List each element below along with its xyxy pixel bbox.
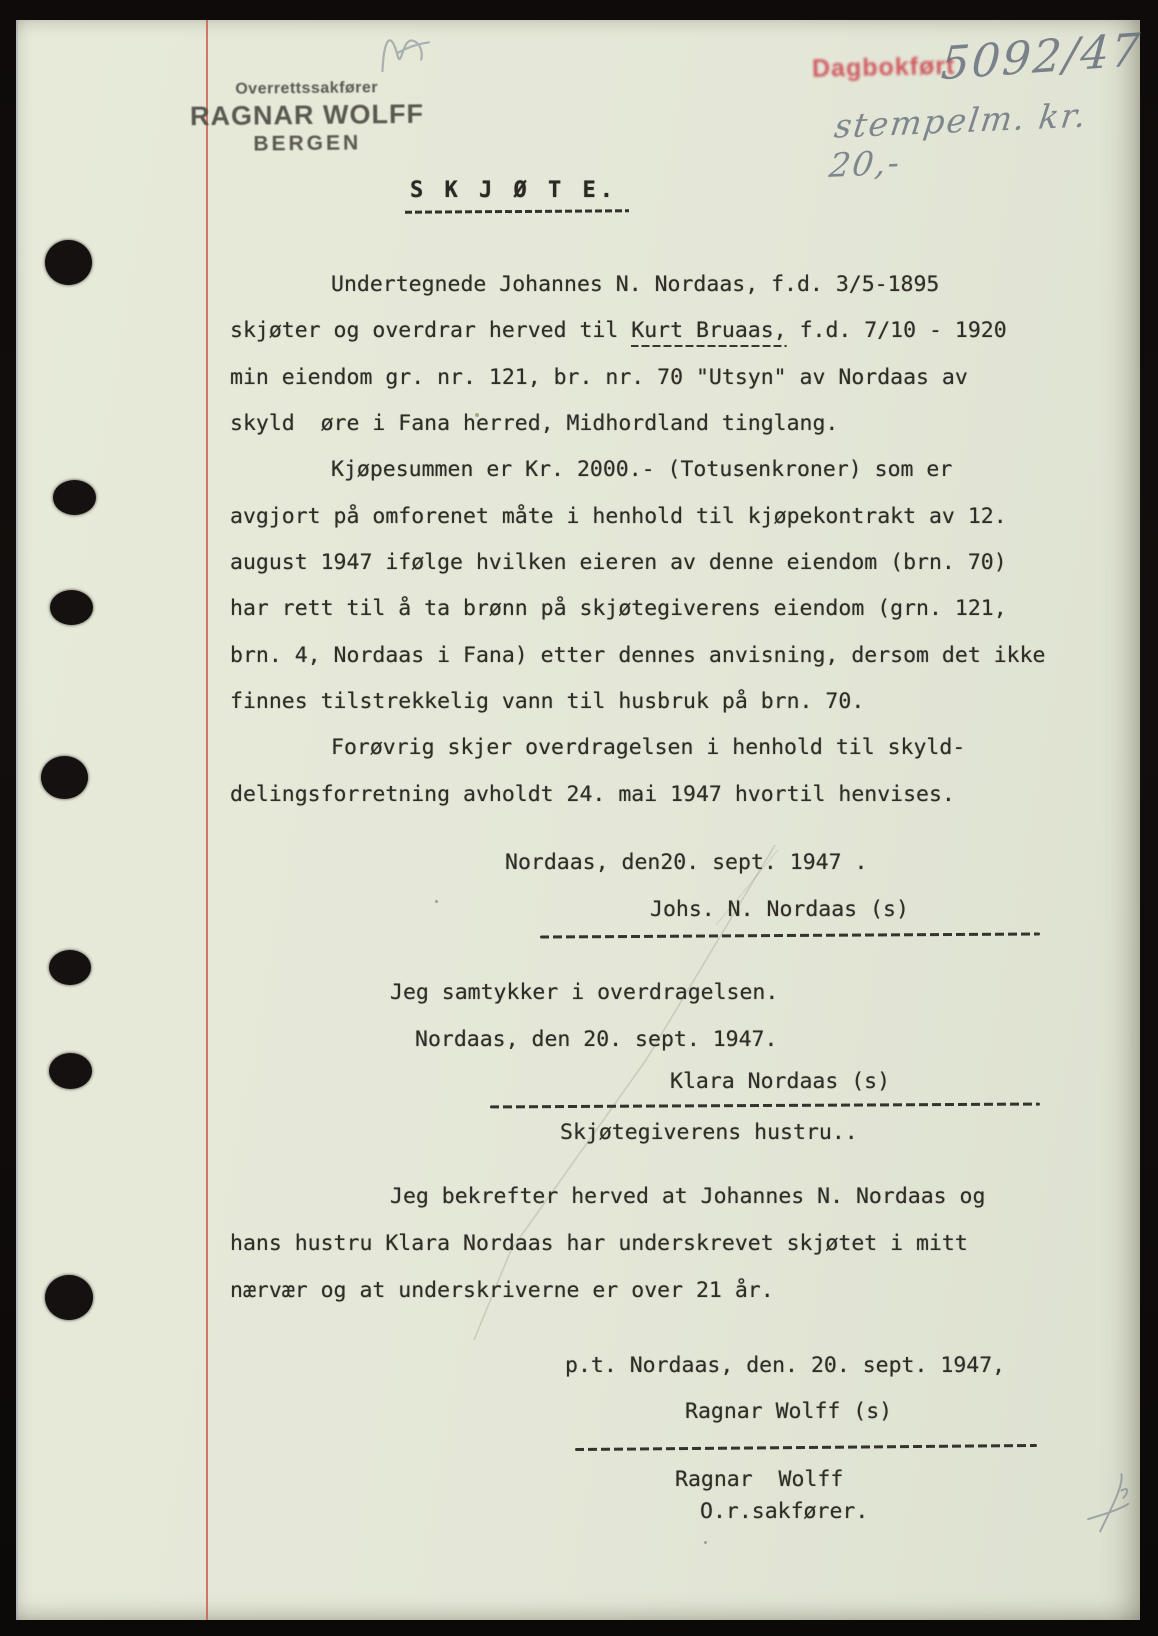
journal-number-handwritten: 5092/47 — [939, 22, 1144, 91]
punch-hole — [53, 480, 96, 515]
pencil-initials-bottom — [1068, 1455, 1144, 1552]
punch-hole — [45, 1275, 93, 1320]
punch-hole — [45, 240, 92, 285]
deed-line: brn. 4, Nordaas i Fana) etter dennes anvisning, dersom det ikke — [230, 642, 1046, 668]
daybook-stamp: Dagbokført — [811, 51, 956, 83]
witness-typed-name: Ragnar Wolff — [675, 1467, 844, 1492]
deed-line — [230, 308, 1090, 354]
stamp-fee-handwritten: stempelm. kr. 20,- — [826, 95, 1091, 185]
attestation-line: hans hustru Klara Nordaas har underskrevet skjøtet i mitt — [230, 1231, 968, 1256]
document-title: S K J Ø T E. — [410, 178, 617, 203]
consent-caption: Skjøtegiverens hustru.. — [560, 1120, 858, 1145]
deed-line: finnes tilstrekkelig vann til husbruk på brn. 70. — [230, 689, 865, 715]
deed-line: delingsforretning avholdt 24. mai 1947 hvortil henvises. — [230, 781, 955, 807]
paper-speck — [704, 1541, 707, 1544]
deed-body — [230, 262, 1090, 818]
attestation-line: Jeg bekrefter herved at Johannes N. Nordaas og — [390, 1184, 986, 1209]
pencil-scribble-top — [366, 16, 468, 87]
deed-line-part: f.d. 7/10 - 1920 — [786, 318, 1007, 344]
grantee-name-underlined: Kurt Bruaas, — [631, 318, 786, 347]
grantor-place-date: Nordaas, den20. sept. 1947 . — [505, 850, 868, 875]
consent-place-date: Nordaas, den 20. sept. 1947. — [415, 1027, 778, 1052]
witness-signature: Ragnar Wolff (s) — [685, 1399, 893, 1424]
deed-line: har rett til å ta brønn på skjøtegiverens eiendom (grn. 121, — [230, 596, 1007, 622]
deed-line: skyld øre i Fana herred, Midhordland tinglang. — [230, 411, 839, 437]
letterhead-name: RAGNAR WOLFF — [189, 98, 425, 132]
deed-line: avgjort på omforenet måte i henhold til kjøpekontrakt av 12. — [230, 503, 1007, 529]
witness-typed-title: O.r.sakfører. — [700, 1499, 869, 1524]
letterhead-city: BERGEN — [253, 131, 362, 156]
letterhead-stamp — [184, 79, 431, 158]
punch-hole — [49, 1053, 92, 1089]
paper-crease — [16, 20, 1140, 1620]
deed-line: august 1947 ifølge hvilken eieren av denne eiendom (brn. 70) — [230, 550, 1007, 576]
signature-rule — [490, 1103, 1040, 1109]
deed-line: Forøvrig skjer overdragelsen i henhold til skyld- — [331, 735, 966, 761]
punch-hole — [50, 590, 93, 625]
grantor-signature: Johs. N. Nordaas (s) — [650, 897, 909, 922]
attestation-line: nærvær og at underskriverne er over 21 år. — [230, 1278, 774, 1303]
consent-statement: Jeg samtykker i overdragelsen. — [390, 980, 779, 1005]
page-left-edge — [16, 20, 18, 1620]
document-page — [16, 20, 1144, 1620]
deed-line: Kjøpesummen er Kr. 2000.- (Totusenkroner) som er — [331, 457, 953, 483]
signature-rule — [540, 932, 1040, 938]
deed-line: min eiendom gr. nr. 121, br. nr. 70 "Utsyn" av Nordaas av — [230, 364, 968, 390]
margin-line — [206, 20, 208, 1620]
title-underline — [405, 209, 629, 214]
deed-line-part: skjøter og overdrar herved til — [230, 318, 632, 344]
spouse-signature: Klara Nordaas (s) — [670, 1069, 891, 1094]
punch-hole — [49, 950, 91, 985]
signature-rule — [575, 1444, 1037, 1451]
punch-hole — [41, 756, 88, 799]
attestation-place-date: p.t. Nordaas, den. 20. sept. 1947, — [565, 1353, 1006, 1378]
deed-line: Undertegnede Johannes N. Nordaas, f.d. 3/5-1895 — [331, 272, 940, 297]
paper-speck — [435, 900, 438, 903]
letterhead-profession: Overrettssakfører — [235, 79, 379, 98]
